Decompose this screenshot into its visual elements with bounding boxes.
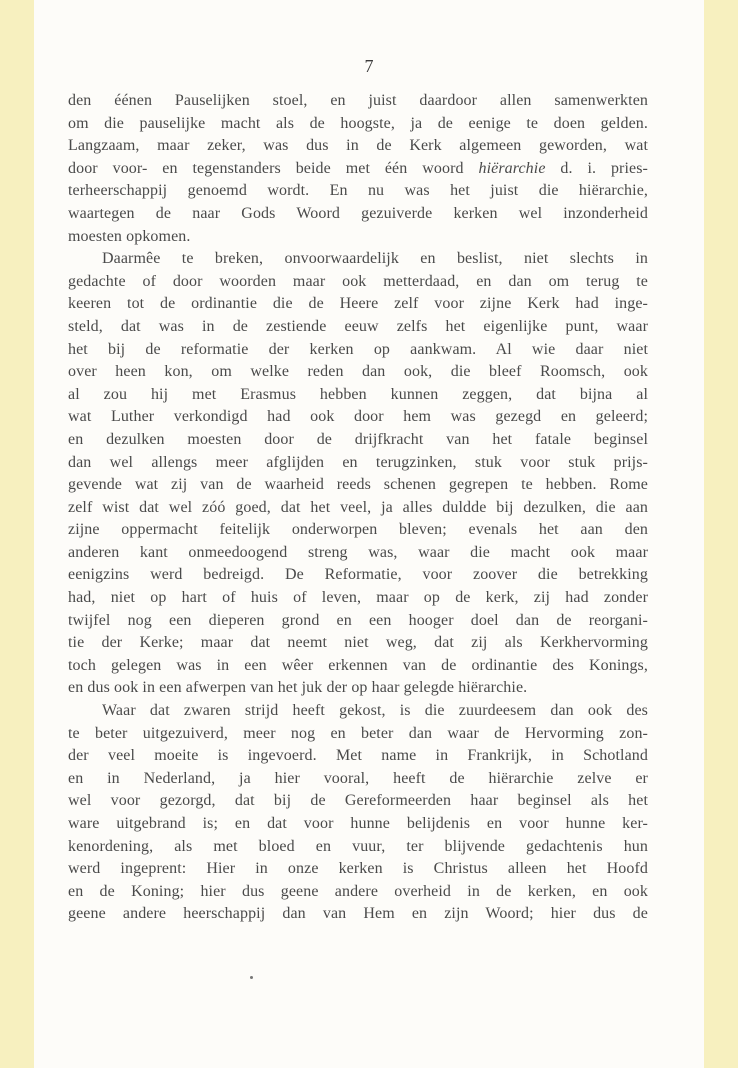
- text-line: geene andere heerschappij dan van Hem en zijn Woord; hier dus de: [68, 905, 648, 923]
- text-line: werd ingeprent: Hier in onze kerken is Christus alleen het Hoofd: [68, 860, 648, 878]
- text-line: gevende wat zij van de waarheid reeds schenen gegrepen te hebben. Rome: [68, 476, 648, 494]
- text-line: toch gelegen was in een wêer erkennen van de ordinantie des Konings,: [68, 656, 648, 674]
- text-line: Daarmêe te breken, onvoorwaardelijk en beslist, niet slechts in: [102, 250, 648, 268]
- text-line: had, niet op hart of huis of leven, maar op de kerk, zij had zonder: [68, 589, 648, 607]
- text-line: moesten opkomen.: [68, 227, 191, 245]
- text-line: zelf wist dat wel zóó goed, dat het veel, ja alles duldde bij dezulken, die aan: [68, 498, 648, 516]
- text-line: wat Luther verkondigd had ook door hem was gezegd en geleerd;: [68, 408, 648, 426]
- text-line: waartegen de naar Gods Woord gezuiverde kerken wel inzonderheid: [68, 204, 648, 222]
- text-line: keeren tot de ordinantie die de Heere zelf voor zijne Kerk had inge-: [68, 295, 648, 313]
- text-line: steld, dat was in de zestiende eeuw zelfs het eigenlijke punt, waar: [68, 317, 648, 335]
- body-text: [68, 90, 648, 926]
- text-line: dan wel allengs meer afglijden en terugzinken, stuk voor stuk prijs-: [68, 453, 648, 471]
- text-line: en dus ook in een afwerpen van het juk der op haar gelegde hiërarchie.: [68, 679, 528, 697]
- text-line: der veel moeite is ingevoerd. Met name in Frankrijk, in Schotland: [68, 747, 648, 765]
- text-line: den éénen Pauselijken stoel, en juist daardoor allen samenwerkten: [68, 92, 648, 109]
- page-number: 7: [364, 56, 374, 76]
- text-line: tie der Kerke; maar dat neemt niet weg, dat zij als Kerkhervorming: [68, 634, 648, 652]
- text-line: ware uitgebrand is; en dat voor hunne belijdenis en voor hunne ker-: [68, 815, 648, 832]
- book-page: [34, 0, 704, 1068]
- text-line: om die pauselijke macht als de hoogste, ja de eenige te doen gelden.: [68, 114, 648, 132]
- text-line: terheerschappij genoemd wordt. En nu was het juist die hiërarchie,: [68, 182, 648, 200]
- text-line: het bij de reformatie der kerken op aankwam. Al wie daar niet: [68, 340, 648, 358]
- text-line: kenordening, als met bloed en vuur, ter blijvende gedachtenis hun: [68, 837, 648, 855]
- text-line: twijfel nog een dieperen grond en een hooger doel dan de reorgani-: [68, 611, 648, 629]
- text-line: al zou hij met Erasmus hebben kunnen zeggen, dat bijna al: [68, 385, 648, 403]
- text-line: Waar dat zwaren strijd heeft gekost, is die zuurdeesem dan ook des: [102, 702, 648, 720]
- text-line: en dezulken moesten door de drijfkracht van het fatale beginsel: [68, 430, 648, 448]
- text-line: wel voor gezorgd, dat bij de Gereformeerden haar beginsel als het: [68, 792, 648, 810]
- text-line: Langzaam, maar zeker, was dus in de Kerk algemeen geworden, wat: [68, 137, 648, 155]
- text-line: over heen kon, om welke reden dan ook, die bleef Roomsch, ook: [68, 363, 648, 381]
- text-line: eenigzins werd bedreigd. De Reformatie, voor zoover die betrekking: [68, 566, 648, 584]
- text-line: te beter uitgezuiverd, meer nog en beter dan waar de Hervorming zon-: [68, 724, 648, 742]
- text-line: zijne oppermacht feitelijk onderworpen bleven; evenals het aan den: [68, 521, 648, 539]
- text-line: en de Koning; hier dus geene andere overheid in de kerken, en ook: [68, 882, 648, 900]
- text-line: door voor- en tegenstanders beide met één woord hiërarchie d. i. pries-: [68, 159, 648, 177]
- text-line: anderen kant onmeedoogend streng was, waar die macht ook maar: [68, 543, 648, 561]
- ink-speck: [250, 976, 253, 979]
- text-line: gedachte of door woorden maar ook metterdaad, en dan om terug te: [68, 272, 648, 290]
- text-line: en in Nederland, ja hier vooral, heeft de hiërarchie zelve er: [68, 769, 648, 787]
